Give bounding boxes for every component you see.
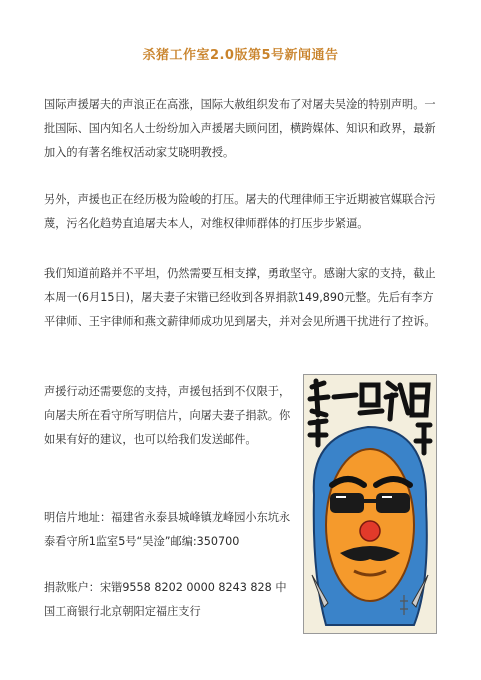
page-title: 杀猪工作室2.0版第5号新闻通告 — [142, 48, 339, 63]
paragraph-call-to-action: 声援行动还需要您的支持，声援包括到不仅限于，向屠夫所在看守所写明信片，向屠夫妻子捐款。你如果有好的建议，也可以给我们发送邮件。 — [44, 385, 291, 446]
paragraph-postcard-address: 明信片地址：福建省永泰县城峰镇龙峰园小东坑永泰看守所1监室5号“吴淦”邮编:350700 — [44, 511, 291, 548]
paragraph-international-support: 国际声援屠夫的声浪正在高涨，国际大赦组织发布了对屠夫吴淦的特别声明。一批国际、国内知名人士纷纷加入声援屠夫顾问团，横跨媒体、知识和政界，最新加入的有著名维权活动家艾晓明教授。 — [44, 98, 436, 159]
paragraph-suppression: 另外，声援也正在经历极为险峻的打压。屠夫的代理律师王宇近期被官媒联合污蔑，污名化趋势直追屠夫本人，对维权律师群体的打压步步紧逼。 — [44, 193, 436, 230]
paragraph-donation-account: 捐款账户：宋锴9558 8202 0000 8243 828 中国工商银行北京朝阳定福庄支行 — [44, 581, 287, 618]
caricature-artwork — [303, 374, 437, 634]
caricature-illustration — [304, 375, 436, 633]
paragraph-donations: 我们知道前路并不平坦，仍然需要互相支撑，勇敢坚守。感谢大家的支持，截止本周一(6月15日)，屠夫妻子宋锴已经收到各界捐款149,890元整。先后有李方平律师、王宇律师和燕文薪律师成功见到屠夫，并对会见所遇干扰进行了控诉。 — [44, 267, 436, 328]
